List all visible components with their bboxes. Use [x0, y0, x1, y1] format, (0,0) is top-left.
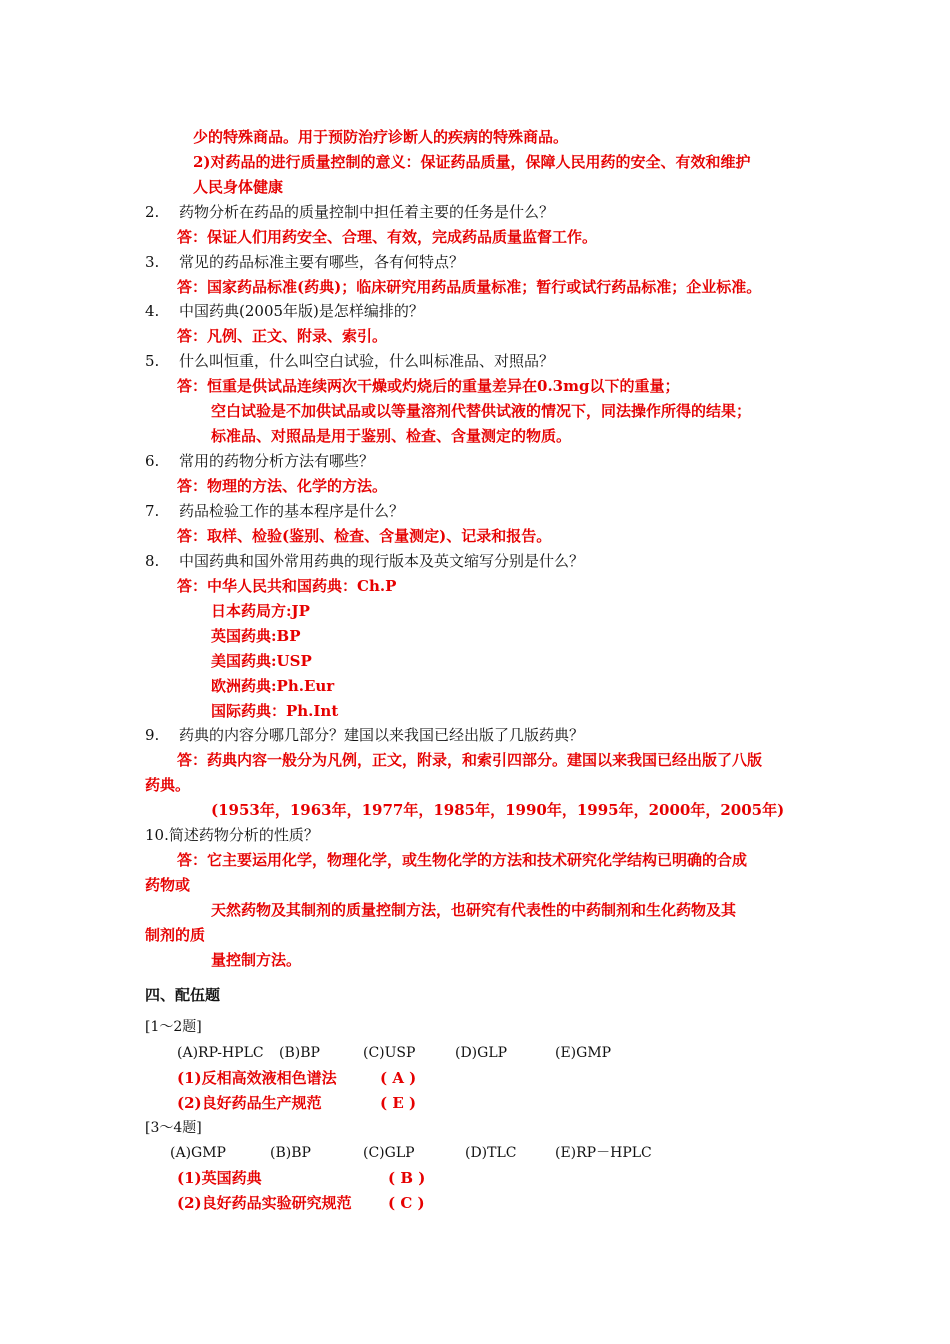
question-text: 什么叫恒重，什么叫空白试验，什么叫标准品、对照品？ [179, 352, 555, 370]
answer-4: 答：凡例、正文、附录、索引。 [177, 327, 388, 345]
pharmacopeia-item: 美国药典:USP [211, 652, 312, 670]
option: (E)RP－HPLC [555, 1145, 652, 1161]
answer-8: 答：中华人民共和国药典：Ch.P [177, 577, 397, 595]
match-item: (1)反相高效液相色谱法 [177, 1069, 337, 1087]
question-number: 6. [145, 452, 160, 470]
question-text: 药品检验工作的基本程序是什么？ [179, 502, 405, 520]
question-number: 2. [145, 203, 160, 221]
option: (B)BP [270, 1145, 311, 1161]
answer-5-line-3: 标准品、对照品是用于鉴别、检查、含量测定的物质。 [211, 427, 572, 445]
answer-5-line-2: 空白试验是不加供试品或以等量溶剂代替供试液的情况下，同法操作所得的结果； [211, 402, 752, 420]
pharmacopeia-item: 欧洲药典:Ph.Eur [211, 677, 335, 695]
question-number: 9. [145, 726, 160, 744]
pharmacopeia-item: 国际药典：Ph.Int [211, 702, 339, 720]
question-3 [145, 251, 464, 273]
question-10 [145, 824, 319, 846]
question-text: 简述药物分析的性质？ [168, 826, 319, 844]
pharmacopeia-item: 日本药局方:JP [211, 602, 310, 620]
option: (E)GMP [555, 1045, 612, 1061]
question-7 [145, 500, 404, 522]
answer-10-cont: 药物或 [145, 876, 191, 894]
question-number: 4. [145, 302, 160, 320]
answer-10-line-2-cont: 制剂的质 [145, 926, 206, 944]
question-number: 8. [145, 552, 160, 570]
option: (C)GLP [363, 1145, 415, 1161]
answer-9-years: (1953年，1963年，1977年，1985年，1990年，1995年，2000年，2005年) [211, 801, 785, 819]
answer-3: 答：国家药品标准(药典)；临床研究用药品质量标准；暂行或试行药品标准；企业标准。 [177, 278, 762, 296]
pharmacopeia-item: 英国药典:BP [211, 627, 301, 645]
question-text: 中国药典(2005年版)是怎样编排的？ [179, 302, 424, 320]
section-title: 四、配伍题 [145, 986, 221, 1004]
question-5 [145, 350, 554, 372]
question-text: 药物分析在药品的质量控制中担任着主要的任务是什么？ [179, 203, 555, 221]
option: (B)BP [279, 1045, 320, 1061]
answer-9-cont: 药典。 [145, 776, 191, 794]
question-text: 药典的内容分哪几部分？建国以来我国已经出版了几版药典？ [179, 726, 585, 744]
options-row [170, 1142, 850, 1164]
option: (D)GLP [455, 1045, 508, 1061]
group-label: [3～4题] [145, 1120, 202, 1136]
answer-10-line-2: 天然药物及其制剂的质量控制方法，也研究有代表性的中药制剂和生化药物及其 [211, 901, 737, 919]
answer-10-line-3: 量控制方法。 [211, 951, 302, 969]
option: (A)GMP [170, 1145, 226, 1161]
match-answer: ( A ) [380, 1069, 417, 1087]
intro-line-3: 人民身体健康 [193, 178, 284, 196]
question-number: 7. [145, 502, 160, 520]
answer-2: 答：保证人们用药安全、合理、有效，完成药品质量监督工作。 [177, 228, 598, 246]
question-number: 3. [145, 253, 160, 271]
intro-line-2: 2)对药品的进行质量控制的意义：保证药品质量，保障人民用药的安全、有效和维护 [193, 153, 751, 171]
match-item: (1)英国药典 [177, 1169, 262, 1187]
match-answer: ( E ) [380, 1094, 417, 1112]
question-6 [145, 450, 374, 472]
option: (D)TLC [465, 1145, 517, 1161]
answer-7: 答：取样、检验(鉴别、检查、含量测定)、记录和报告。 [177, 527, 552, 545]
answer-9: 答：药典内容一般分为凡例，正文，附录，和索引四部分。建国以来我国已经出版了八版 [177, 751, 763, 769]
answer-5: 答：恒重是供试品连续两次干燥或灼烧后的重量差异在0.3mg以下的重量； [177, 377, 680, 395]
question-number: 5. [145, 352, 160, 370]
group-label: [1～2题] [145, 1019, 202, 1035]
match-answer: ( B ) [388, 1169, 426, 1187]
intro-line-1: 少的特殊商品。用于预防治疗诊断人的疾病的特殊商品。 [193, 128, 569, 146]
question-2 [145, 201, 554, 223]
option: (C)USP [363, 1045, 416, 1061]
question-text: 常见的药品标准主要有哪些，各有何特点？ [179, 253, 465, 271]
question-text: 常用的药物分析方法有哪些？ [179, 452, 375, 470]
question-text: 中国药典和国外常用药典的现行版本及英文缩写分别是什么？ [179, 552, 585, 570]
answer-6: 答：物理的方法、化学的方法。 [177, 477, 388, 495]
question-4 [145, 300, 424, 322]
question-8 [145, 550, 584, 572]
match-answer: ( C ) [388, 1194, 425, 1212]
question-9 [145, 724, 584, 746]
match-item: (2)良好药品实验研究规范 [177, 1194, 352, 1212]
match-item: (2)良好药品生产规范 [177, 1094, 322, 1112]
answer-10: 答：它主要运用化学，物理化学，或生物化学的方法和技术研究化学结构已明确的合成 [177, 851, 748, 869]
option: (A)RP-HPLC [177, 1045, 264, 1061]
question-number: 10. [145, 826, 169, 844]
options-row [177, 1042, 857, 1064]
